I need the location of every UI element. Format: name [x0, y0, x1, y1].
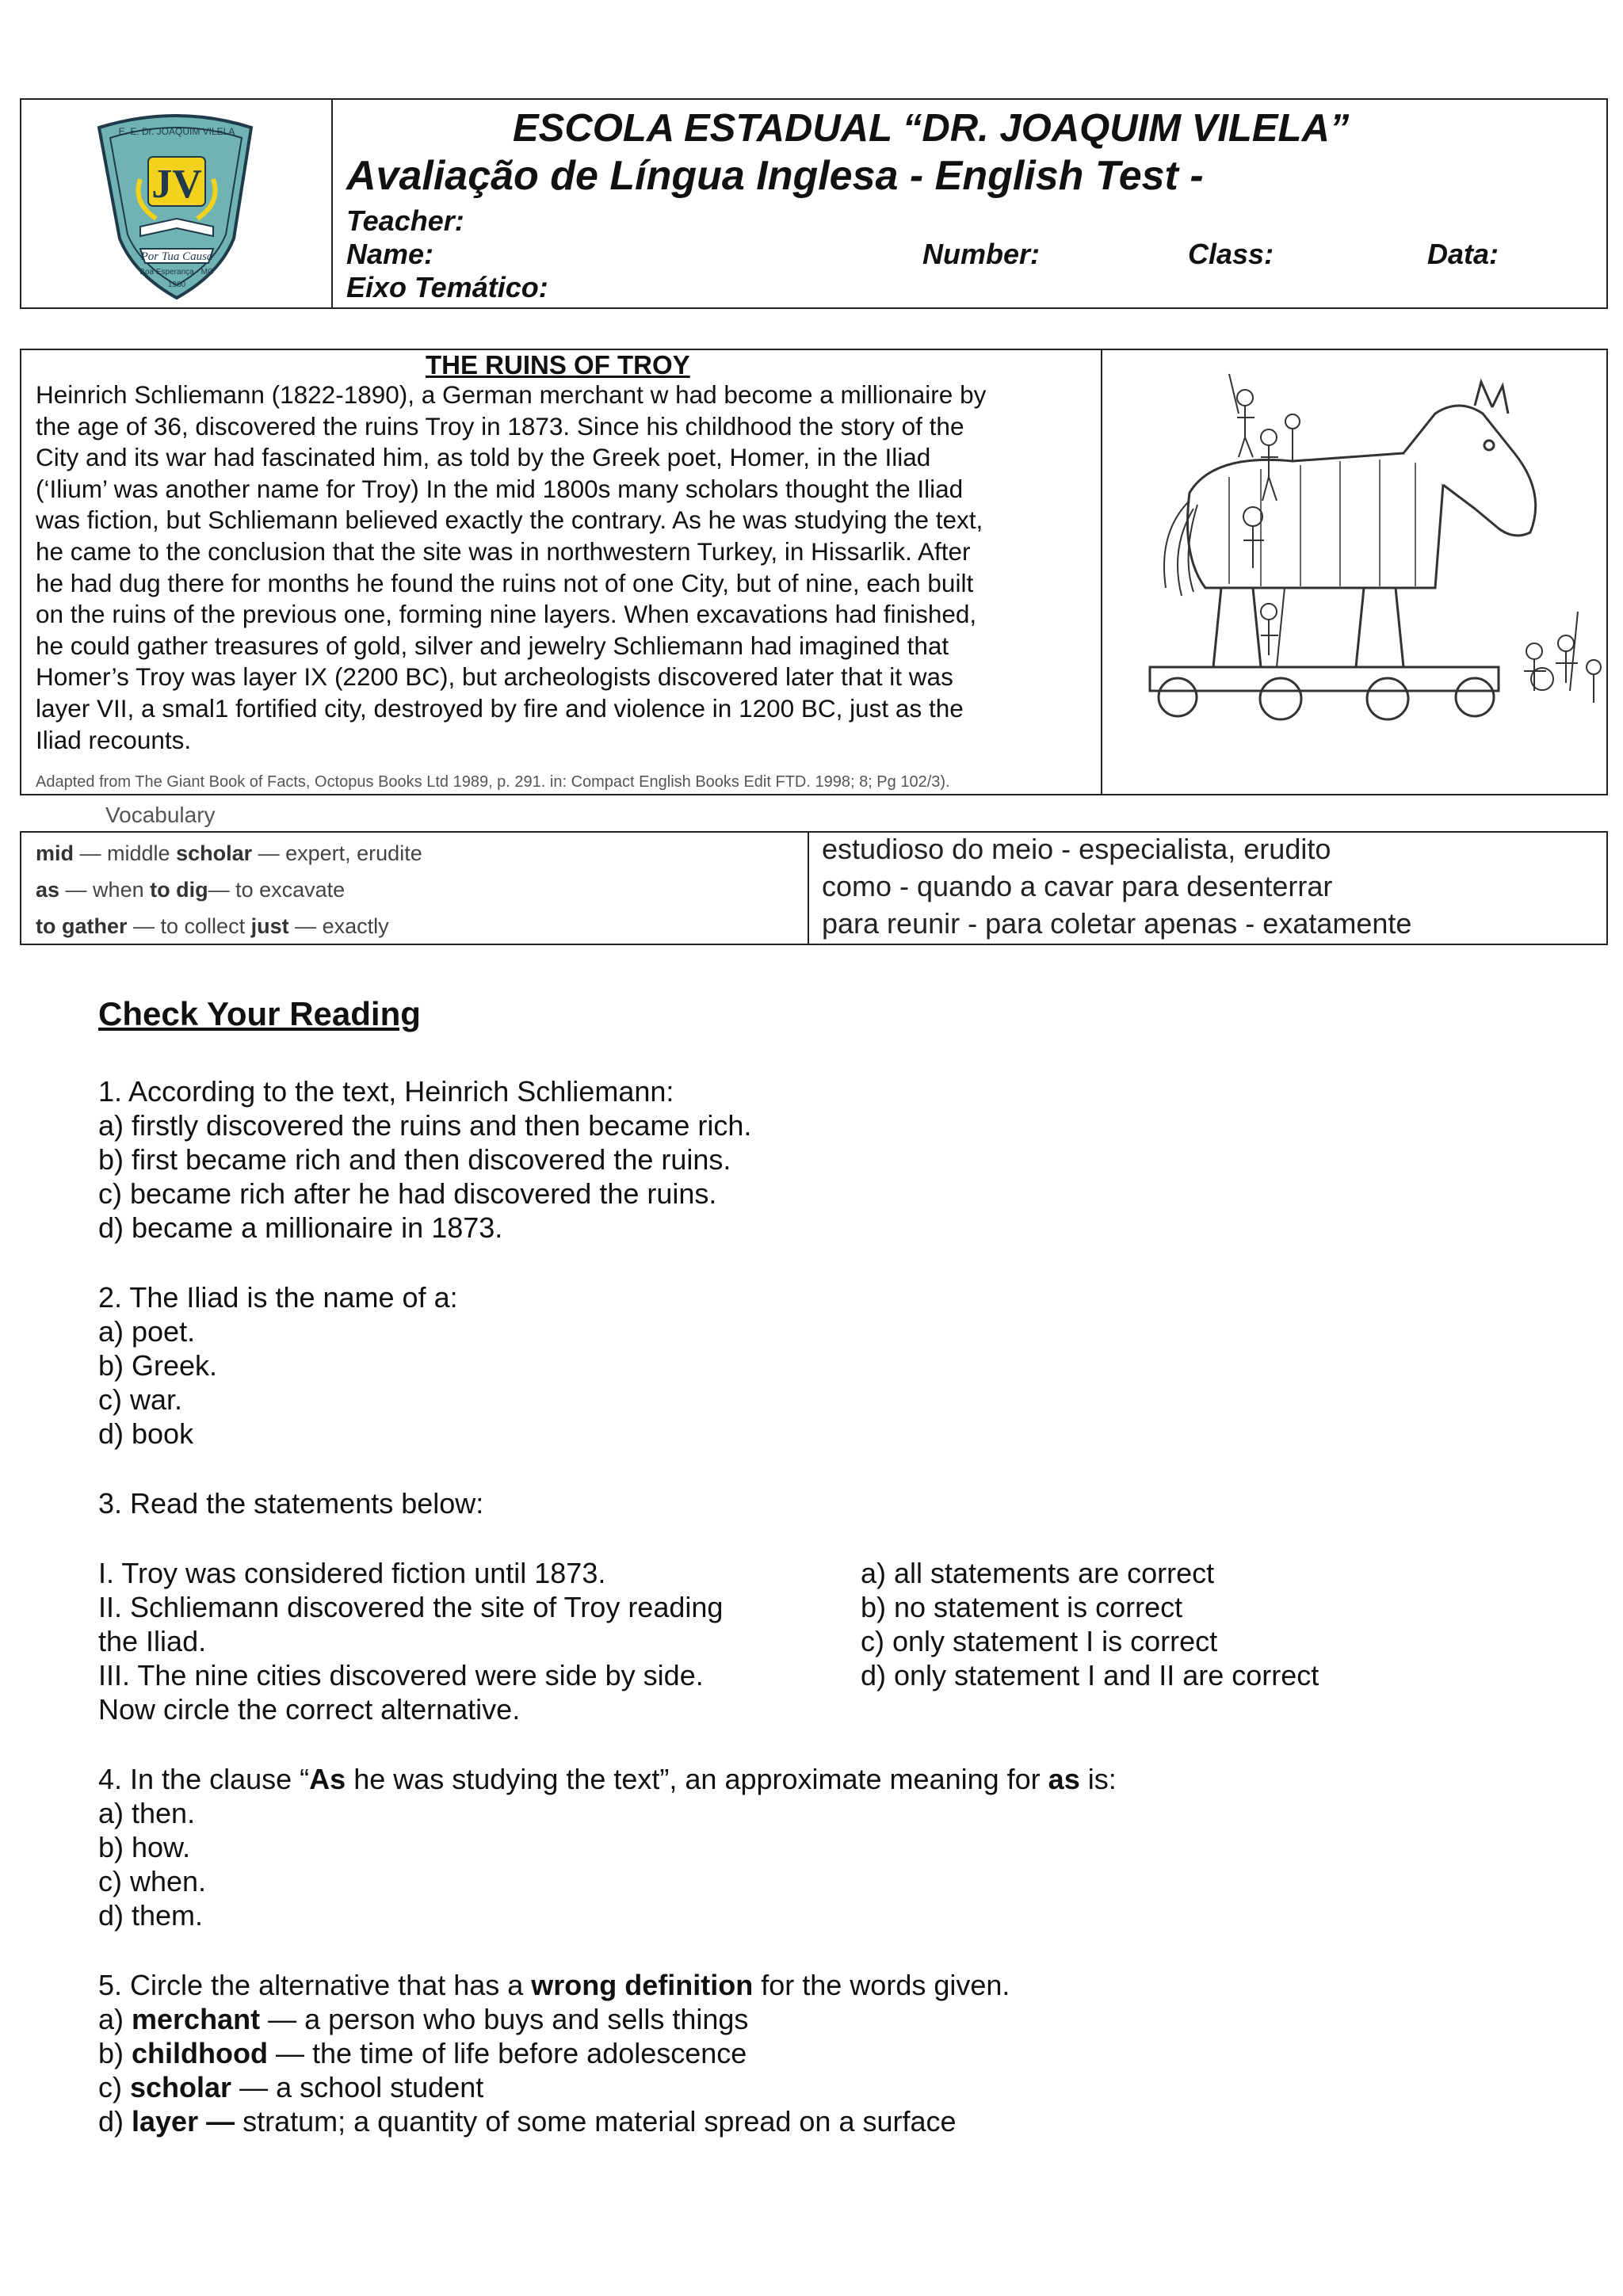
question-3-option-a[interactable]: a) all statements are correct	[861, 1557, 1215, 1589]
question-3-option-c[interactable]: c) only statement I is correct	[861, 1625, 1218, 1657]
reading-line: was fiction, but Schliemann believed exactly the contrary. As he was studying the text,	[36, 505, 983, 535]
question-3-option-d[interactable]: d) only statement I and II are correct	[861, 1659, 1319, 1691]
question-1-option-c[interactable]: c) became rich after he had discovered the ruins.	[98, 1177, 717, 1210]
question-5-option-b[interactable]: b) childhood — the time of life before adolescence	[98, 2037, 747, 2069]
header-box	[20, 98, 1608, 309]
question-1-prompt: 1. According to the text, Heinrich Schliemann:	[98, 1075, 674, 1108]
reading-line: on the ruins of the previous one, forming nine layers. When excavations had finished,	[36, 600, 977, 629]
question-5-option-c[interactable]: c) scholar — a school student	[98, 2071, 484, 2103]
vocab-row: as — when to dig— to excavate	[36, 878, 346, 902]
vocabulary-table	[20, 831, 1608, 945]
question-1-option-d[interactable]: d) became a millionaire in 1873.	[98, 1211, 503, 1244]
test-title: Avaliação de Língua Inglesa - English Test -	[346, 153, 1204, 199]
date-label: Data:	[1427, 238, 1499, 270]
axis-label: Eixo Temático:	[346, 271, 548, 303]
question-4-option-b[interactable]: b) how.	[98, 1831, 191, 1863]
question-3-statement: II. Schliemann discovered the site of Troy reading	[98, 1591, 724, 1623]
reading-line: layer VII, a smal1 fortified city, destroyed by fire and violence in 1200 BC, just as the	[36, 694, 964, 723]
reading-line: he had dug there for months he found the ruins not of one City, but of nine, each built	[36, 568, 974, 597]
question-5-option-a[interactable]: a) merchant — a person who buys and sells things	[98, 2003, 749, 2035]
question-4-prompt: 4. In the clause “As he was studying the text”, an approximate meaning for as is:	[98, 1763, 1117, 1795]
svg-text:E. E. Dr. JOAQUIM VILELA: E. E. Dr. JOAQUIM VILELA	[118, 126, 235, 137]
translation-line: para reunir - para coletar apenas - exatamente	[822, 907, 1412, 940]
question-4-option-a[interactable]: a) then.	[98, 1797, 196, 1829]
reading-line: the age of 36, discovered the ruins Troy in 1873. Since his childhood the story of the	[36, 411, 964, 441]
reading-source: Adapted from The Giant Book of Facts, Octopus Books Ltd 1989, p. 291. in: Compact English Books Edit FTD. 1998; 8; Pg 102/3).	[36, 773, 950, 791]
translation-line: como - quando a cavar para desenterrar	[822, 870, 1333, 902]
question-3-option-b[interactable]: b) no statement is correct	[861, 1591, 1183, 1623]
monogram-icon	[148, 157, 205, 207]
reading-line: Homer’s Troy was layer IX (2200 BC), but archeologists discovered later that it was	[36, 662, 953, 692]
reading-line: he came to the conclusion that the site was in northwestern Turkey, in Hissarlik. After	[36, 537, 971, 566]
question-5-option-d[interactable]: d) layer — stratum; a quantity of some material spread on a surface	[98, 2105, 957, 2138]
svg-text:JV: JV	[151, 162, 202, 207]
question-4-option-c[interactable]: c) when.	[98, 1865, 207, 1897]
class-label: Class:	[1188, 238, 1274, 270]
name-label: Name:	[346, 238, 434, 270]
svg-text:Por Tua Causa: Por Tua Causa	[140, 250, 213, 263]
vocabulary-divider	[808, 833, 809, 944]
trojan-horse-illustration	[1102, 350, 1610, 794]
translation-line: estudioso do meio - especialista, erudito	[822, 833, 1331, 865]
check-your-reading-title: Check Your Reading	[98, 995, 421, 1032]
number-label: Number:	[922, 238, 1041, 270]
question-2-option-b[interactable]: b) Greek.	[98, 1349, 218, 1382]
question-3-statement: III. The nine cities discovered were side by side.	[98, 1659, 704, 1691]
reading-line: City and its war had fascinated him, as told by the Greek poet, Homer, in the Iliad	[36, 443, 931, 472]
reading-title: THE RUINS OF TROY	[426, 350, 690, 379]
question-3-instruction: Now circle the correct alternative.	[98, 1693, 521, 1726]
question-2-option-c[interactable]: c) war.	[98, 1383, 183, 1416]
teacher-label: Teacher:	[346, 204, 464, 237]
question-2-option-a[interactable]: a) poet.	[98, 1315, 196, 1348]
school-name: ESCOLA ESTADUAL “DR. JOAQUIM VILELA”	[513, 107, 1350, 150]
reading-line: Iliad recounts.	[36, 725, 192, 754]
question-3-statement: the Iliad.	[98, 1625, 207, 1657]
question-3-prompt: 3. Read the statements below:	[98, 1487, 484, 1520]
svg-text:Boa Esperança - MG: Boa Esperança - MG	[139, 268, 214, 277]
reading-line: (‘Ilium’ was another name for Troy) In the mid 1800s many scholars thought the Iliad	[36, 474, 964, 503]
svg-text:1960: 1960	[167, 280, 186, 289]
question-1-option-a[interactable]: a) firstly discovered the ruins and then became rich.	[98, 1109, 752, 1142]
question-2-prompt: 2. The Iliad is the name of a:	[98, 1281, 458, 1314]
reading-line: he could gather treasures of gold, silver and jewelry Schliemann had imagined that	[36, 631, 949, 660]
question-2-option-d[interactable]: d) book	[98, 1417, 194, 1450]
vocab-row: to gather — to collect just — exactly	[36, 914, 389, 938]
illustration-cell	[1101, 350, 1610, 794]
question-3-statement: I. Troy was considered fiction until 1873.	[98, 1557, 606, 1589]
vocab-row: mid — middle scholar — expert, erudite	[36, 841, 422, 865]
question-5-prompt: 5. Circle the alternative that has a wrong definition for the words given.	[98, 1969, 1010, 2001]
vocabulary-label: Vocabulary	[105, 803, 216, 827]
school-logo	[21, 100, 331, 307]
reading-line: Heinrich Schliemann (1822-1890), a German merchant w had become a millionaire by	[36, 380, 987, 409]
reading-box	[20, 349, 1608, 795]
question-4-option-d[interactable]: d) them.	[98, 1899, 204, 1932]
logo-cell	[21, 100, 333, 307]
question-1-option-b[interactable]: b) first became rich and then discovered the ruins.	[98, 1143, 731, 1176]
